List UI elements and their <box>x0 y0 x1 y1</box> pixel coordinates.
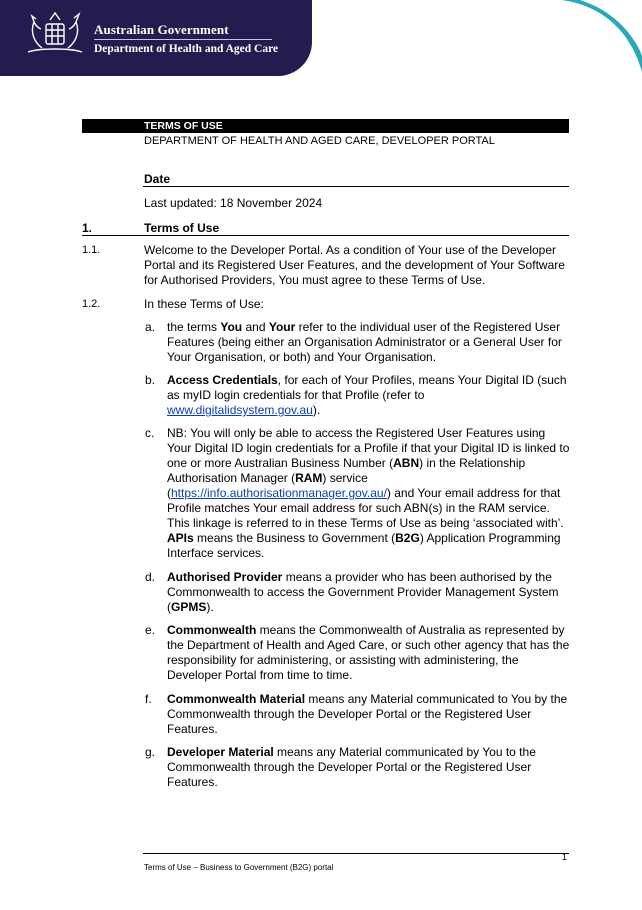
footer-rule <box>143 853 569 854</box>
clause-number: 1.1. <box>82 244 101 256</box>
definition-item: Authorised Provider means a provider who has been authorised by the Commonwealth to access the Government Provider Management System (GPMS). <box>167 570 559 614</box>
ram-link[interactable]: https://info.authorisationmanager.gov.au/ <box>171 486 387 500</box>
definition-item: Developer Material means any Material communicated by You to the Commonwealth through the Developer Portal or the Registered User Features. <box>167 745 536 789</box>
list-letter: c. <box>145 426 155 440</box>
definition-item: the terms You and Your refer to the individual user of the Registered User Features (being either an Organisation Administrator or a General User for Your Organisation, or both) and Your Organisation. <box>167 320 562 364</box>
clause-number: 1.2. <box>82 298 101 310</box>
government-name: Australian Government <box>94 22 229 37</box>
date-heading: Date <box>144 172 171 186</box>
corner-swoosh <box>522 0 642 76</box>
page-number: 1 <box>562 852 568 862</box>
clause-text: Welcome to the Developer Portal. As a condition of Your use of the Developer Portal and its Registered User Features, and the development of Your Software for Authorised Providers, You must agree to these Terms of Use. <box>144 243 565 287</box>
list-letter: d. <box>145 570 156 584</box>
digital-id-link[interactable]: www.digitalidsystem.gov.au <box>167 403 313 417</box>
department-name: Department of Health and Aged Care <box>94 43 279 55</box>
section-title: Terms of Use <box>144 221 220 235</box>
clause-text: In these Terms of Use: <box>144 297 264 311</box>
list-letter: g. <box>145 745 156 759</box>
list-letter: b. <box>145 373 156 387</box>
section-rule <box>82 235 569 236</box>
list-letter: a. <box>145 320 156 334</box>
definition-item: Commonwealth means the Commonwealth of Australia as represented by the Department of Health and Aged Care, or such other agency that has the responsibility for administering, or assisting with administering, the Developer Portal from time to time. <box>167 623 570 682</box>
definition-item: Commonwealth Material means any Material communicated to You by the Commonwealth through the Developer Portal or the Registered User Features. <box>167 692 568 736</box>
document-title: TERMS OF USE <box>144 120 223 132</box>
banner-divider <box>94 39 272 40</box>
footer-text: Terms of Use – Business to Government (B2G) portal <box>144 863 334 872</box>
definition-item: Access Credentials, for each of Your Profiles, means Your Digital ID (such as myID login credentials for that Profile (refer to www.digitalidsystem.gov.au). <box>167 373 567 417</box>
list-letter: e. <box>145 623 156 637</box>
coat-of-arms-icon <box>22 8 88 58</box>
date-rule <box>143 186 569 187</box>
last-updated: Last updated: 18 November 2024 <box>144 196 323 210</box>
definition-item: NB: You will only be able to access the Registered User Features using Your Digital ID login credentials for a Profile if that your Digital ID is linked to one or more Australian Business Number (ABN) in the Relationship Authorisation Manager (RAM) service (https://info.authorisationmanager.gov.au/) and Your email address for that Profile matches Your email address for such ABN(s) in the RAM service. This linkage is referred to in these Terms of Use as being ‘associated with’. APIs means the Business to Government (B2G) Application Programming Interface services. <box>167 426 570 560</box>
section-number: 1. <box>82 221 93 235</box>
list-letter: f. <box>145 692 152 706</box>
document-subtitle: DEPARTMENT OF HEALTH AND AGED CARE, DEVELOPER PORTAL <box>144 135 495 147</box>
